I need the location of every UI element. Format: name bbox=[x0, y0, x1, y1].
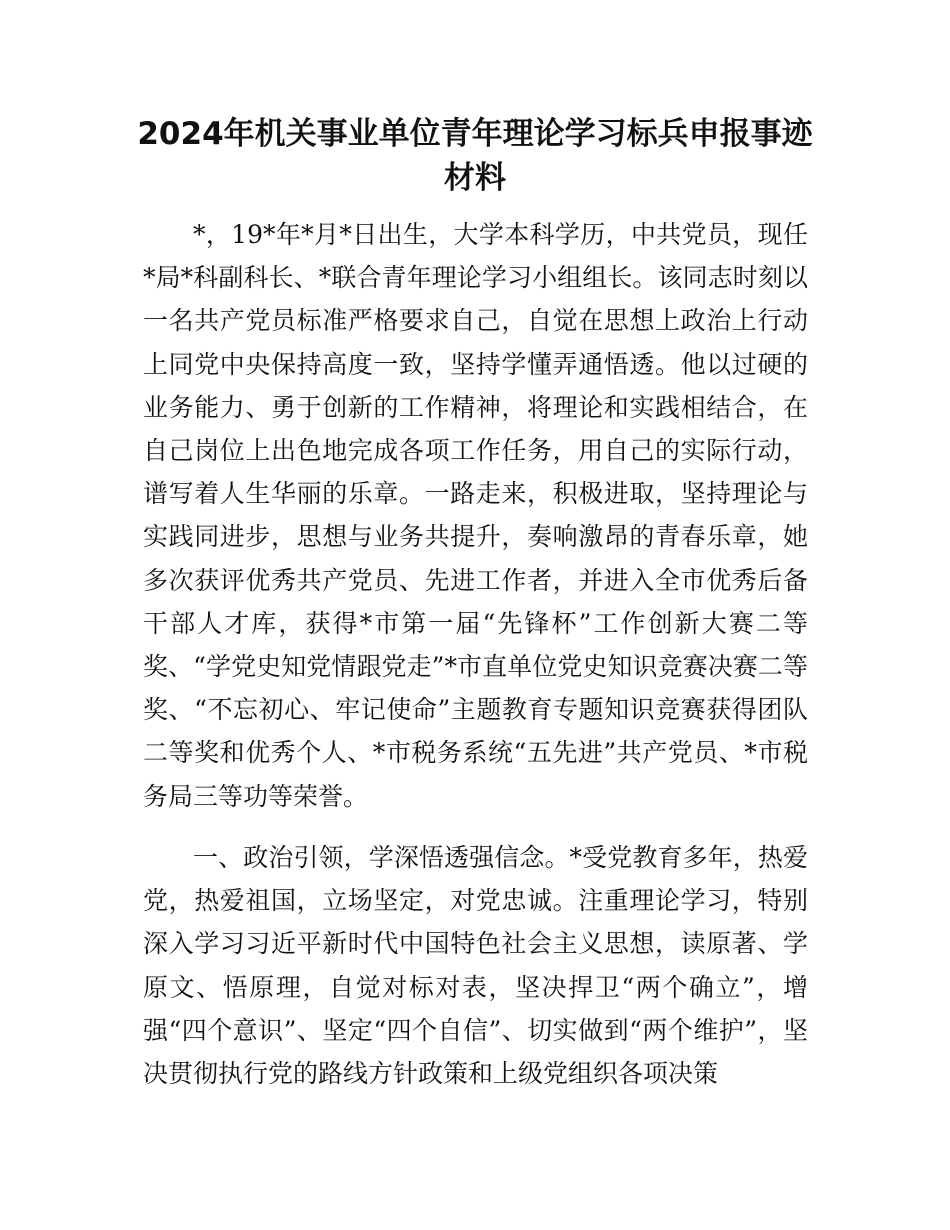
paragraph-intro: *，19*年*月*日出生，大学本科学历，中共党员，现任*局*科副科长、*联合青年理论学习小组组长。该同志时刻以一名共产党员标准严格要求自己，自觉在思想上政治上行动上同党中央保持高度一致，坚持学懂弄通悟透。他以过硬的业务能力、勇于创新的工作精神，将理论和实践相结合，在自己岗位上出色地完成各项工作任务，用自己的实际行动，谱写着人生华丽的乐章。一路走来，积极进取，坚持理论与实践同进步，思想与业务共提升，奏响激昂的青春乐章，她多次获评优秀共产党员、先进工作者，并进入全市优秀后备干部人才库，获得*市第一届“先锋杯”工作创新大赛二等奖、“学党史知党情跟党走”*市直单位党史知识竞赛决赛二等奖、“不忘初心、牢记使命”主题教育专题知识竞赛获得团队二等奖和优秀个人、*市税务系统“五先进”共产党员、*市税务局三等功等荣誉。 bbox=[143, 220, 808, 811]
document-title: 2024年机关事业单位青年理论学习标兵申报事迹材料 bbox=[137, 116, 813, 196]
paragraph-section-one: 一、政治引领，学深悟透强信念。*受党教育多年，热爱党，热爱祖国，立场坚定，对党忠诚。注重理论学习，特别深入学习习近平新时代中国特色社会主义思想，读原著、学原文、悟原理，自觉对标对表，坚决捍卫“两个确立”，增强“四个意识”、坚定“四个自信”、切实做到“两个维护”，坚决贯彻执行党的路线方针政策和上级党组织各项决策 bbox=[143, 843, 808, 1089]
